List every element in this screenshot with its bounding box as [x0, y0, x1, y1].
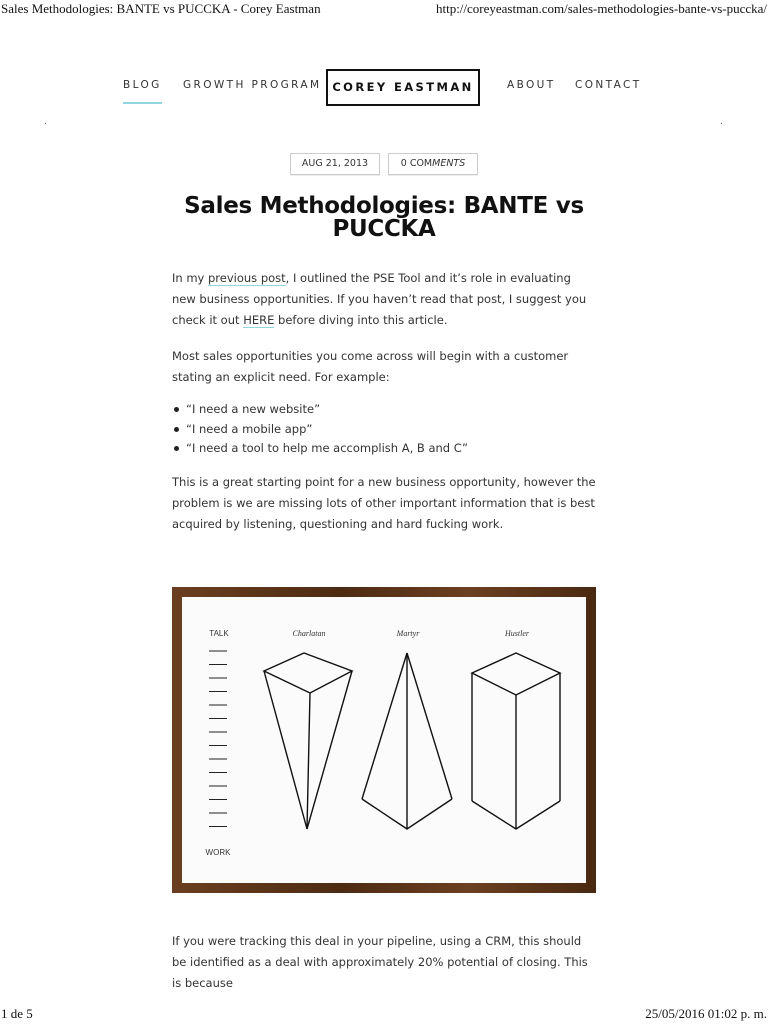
intro-text-a: In my [172, 271, 208, 285]
post-title: Sales Methodologies: BANTE vs PUCCKA [184, 193, 584, 242]
intro-text-b: , I outlined the PSE Tool and it’s role in evaluating new business opportunities. If you haven’t read that post, I suggest you check it out [172, 271, 587, 327]
nav-growth-program[interactable]: GROWTH PROGRAM [183, 79, 322, 91]
paragraph-needs [172, 346, 597, 388]
print-url: http://coreyeastman.com/sales-methodologies-bante-vs-puccka/ [435, 1, 767, 16]
label-work: WORK [205, 848, 231, 857]
nav-blog[interactable]: BLOG [123, 79, 162, 91]
print-timestamp: 25/05/2016 01:02 p. m. [645, 1006, 767, 1021]
paragraph-starting-point [172, 472, 597, 535]
divider-dot-left: . [44, 117, 47, 127]
starting-point-text: This is a great starting point for a new business opportunity, however the problem is we are missing lots of other important information that is best acquired by listening, questioning and hard fucking work. [172, 475, 596, 531]
site-logo[interactable]: COREY EASTMAN [326, 69, 480, 106]
print-footer [0, 1004, 768, 1024]
needs-list [172, 400, 597, 459]
previous-post-link[interactable]: previous post [208, 271, 286, 285]
print-page-title: Sales Methodologies: BANTE vs PUCCKA - Corey Eastman [1, 1, 321, 16]
list-item: “I need a mobile app” [172, 420, 597, 440]
comments-count: 0 [400, 158, 407, 169]
list-item: “I need a tool to help me accomplish A, B and C” [172, 439, 597, 459]
needs-text: Most sales opportunities you come across will begin with a customer stating an explicit need. For example: [172, 349, 569, 384]
print-header [0, 0, 768, 20]
divider-dot-right: . [720, 117, 723, 127]
post-date: AUG 21, 2013 [290, 153, 380, 175]
intro-text-c: before diving into this article. [274, 313, 448, 327]
list-item: “I need a new website” [172, 400, 597, 420]
comments-label-prefix: COM [409, 158, 433, 169]
label-martyr: Martyr [396, 629, 420, 638]
nav-contact[interactable]: CONTACT [575, 79, 642, 91]
label-hustler: Hustler [505, 629, 529, 638]
paper-sheet [182, 597, 586, 883]
print-page-count: 1 de 5 [1, 1006, 33, 1021]
here-link[interactable]: HERE [243, 313, 275, 327]
comments-link[interactable] [388, 153, 478, 175]
paragraph-intro [172, 268, 597, 331]
post-meta [0, 153, 768, 175]
label-talk: TALK [209, 629, 229, 638]
talk-work-diagram [172, 587, 596, 893]
main-nav [0, 68, 768, 108]
paragraph-pipeline [172, 931, 597, 994]
pipeline-text: If you were tracking this deal in your pipeline, using a CRM, this should be identified as a deal with approximately 20% potential of closing. This is because [172, 934, 588, 990]
label-charlatan: Charlatan [292, 629, 326, 638]
article-image-talk-work [172, 587, 596, 893]
comments-label-suffix: MENTS [432, 158, 466, 169]
nav-about[interactable]: ABOUT [507, 79, 556, 91]
